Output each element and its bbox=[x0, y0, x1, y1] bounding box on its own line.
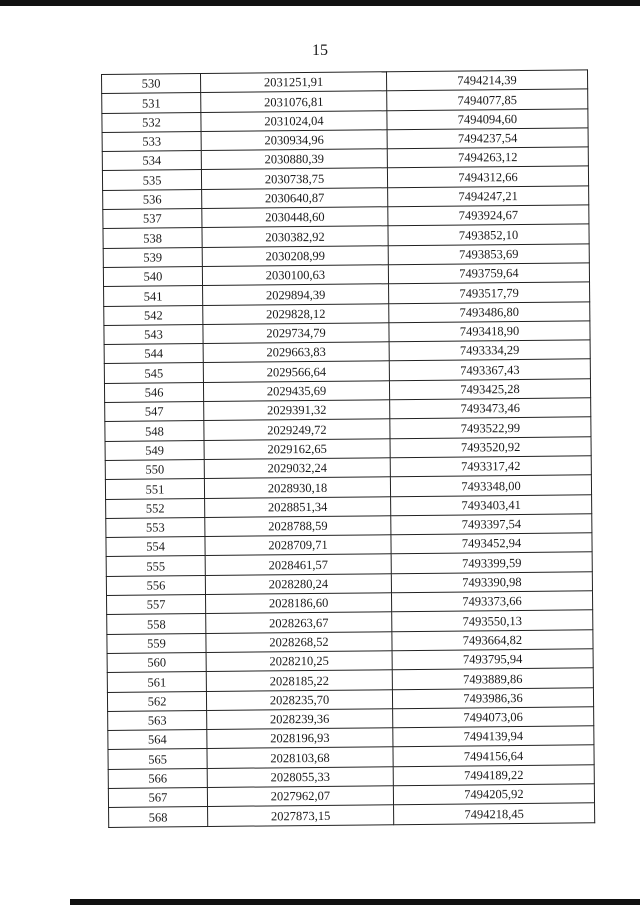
point-number-cell: 543 bbox=[104, 324, 203, 344]
x-coordinate-cell: 2029663,83 bbox=[203, 342, 389, 363]
point-number-cell: 561 bbox=[107, 672, 206, 692]
x-coordinate-cell: 2030640,87 bbox=[202, 188, 388, 209]
x-coordinate-cell: 2028930,18 bbox=[204, 477, 390, 498]
x-coordinate-cell: 2030382,92 bbox=[202, 226, 388, 247]
point-number-cell: 559 bbox=[107, 633, 206, 653]
point-number-cell: 538 bbox=[103, 228, 202, 248]
y-coordinate-cell: 7493852,10 bbox=[388, 224, 589, 245]
table-row bbox=[109, 803, 595, 827]
point-number-cell: 557 bbox=[107, 595, 206, 615]
point-number-cell: 549 bbox=[105, 440, 204, 460]
point-number-cell: 533 bbox=[102, 131, 201, 151]
scan-border-top bbox=[0, 0, 640, 6]
y-coordinate-cell: 7493550,13 bbox=[392, 610, 593, 631]
y-coordinate-cell: 7494237,54 bbox=[387, 128, 588, 149]
x-coordinate-cell: 2028196,93 bbox=[207, 728, 393, 749]
point-number-cell: 566 bbox=[108, 768, 207, 788]
x-coordinate-cell: 2028210,25 bbox=[206, 651, 392, 672]
y-coordinate-cell: 7493397,54 bbox=[391, 514, 592, 535]
x-coordinate-cell: 2029249,72 bbox=[204, 419, 390, 440]
x-coordinate-cell: 2030880,39 bbox=[201, 149, 387, 170]
point-number-cell: 558 bbox=[107, 614, 206, 634]
y-coordinate-cell: 7493486,80 bbox=[389, 301, 590, 322]
x-coordinate-cell: 2030934,96 bbox=[201, 130, 387, 151]
point-number-cell: 554 bbox=[106, 537, 205, 557]
y-coordinate-cell: 7493418,90 bbox=[389, 321, 590, 342]
x-coordinate-cell: 2028235,70 bbox=[206, 689, 392, 710]
point-number-cell: 546 bbox=[104, 382, 203, 402]
x-coordinate-cell: 2031024,04 bbox=[201, 110, 387, 131]
point-number-cell: 548 bbox=[105, 421, 204, 441]
point-number-cell: 556 bbox=[106, 575, 205, 595]
point-number-cell: 541 bbox=[104, 286, 203, 306]
y-coordinate-cell: 7494214,39 bbox=[386, 70, 587, 91]
point-number-cell: 563 bbox=[108, 710, 207, 730]
y-coordinate-cell: 7494218,45 bbox=[394, 803, 595, 824]
x-coordinate-cell: 2028461,57 bbox=[205, 554, 391, 575]
point-number-cell: 537 bbox=[103, 209, 202, 229]
y-coordinate-cell: 7493334,29 bbox=[389, 340, 590, 361]
y-coordinate-cell: 7493373,66 bbox=[391, 591, 592, 612]
y-coordinate-cell: 7493390,98 bbox=[391, 572, 592, 593]
y-coordinate-cell: 7493452,94 bbox=[391, 533, 592, 554]
point-number-cell: 552 bbox=[106, 498, 205, 518]
x-coordinate-cell: 2031251,91 bbox=[201, 72, 387, 93]
x-coordinate-cell: 2028709,71 bbox=[205, 535, 391, 556]
y-coordinate-cell: 7493853,69 bbox=[388, 243, 589, 264]
x-coordinate-cell: 2030448,60 bbox=[202, 207, 388, 228]
x-coordinate-cell: 2029435,69 bbox=[203, 380, 389, 401]
x-coordinate-cell: 2029894,39 bbox=[203, 284, 389, 305]
y-coordinate-cell: 7494312,66 bbox=[387, 166, 588, 187]
point-number-cell: 547 bbox=[105, 402, 204, 422]
y-coordinate-cell: 7494156,64 bbox=[393, 745, 594, 766]
page-number: 15 bbox=[312, 42, 328, 59]
x-coordinate-cell: 2027873,15 bbox=[208, 805, 394, 826]
point-number-cell: 562 bbox=[107, 691, 206, 711]
x-coordinate-cell: 2029391,32 bbox=[204, 400, 390, 421]
y-coordinate-cell: 7494094,60 bbox=[387, 108, 588, 129]
point-number-cell: 531 bbox=[102, 93, 201, 113]
y-coordinate-cell: 7493522,99 bbox=[390, 417, 591, 438]
x-coordinate-cell: 2029566,64 bbox=[203, 361, 389, 382]
y-coordinate-cell: 7493986,36 bbox=[392, 687, 593, 708]
y-coordinate-cell: 7493403,41 bbox=[391, 494, 592, 515]
y-coordinate-cell: 7493367,43 bbox=[389, 359, 590, 380]
x-coordinate-cell: 2029162,65 bbox=[204, 438, 390, 459]
x-coordinate-cell: 2028280,24 bbox=[205, 573, 391, 594]
y-coordinate-cell: 7494205,92 bbox=[393, 784, 594, 805]
coordinates-table-container bbox=[101, 69, 594, 827]
point-number-cell: 542 bbox=[104, 305, 203, 325]
point-number-cell: 535 bbox=[102, 170, 201, 190]
y-coordinate-cell: 7493473,46 bbox=[390, 398, 591, 419]
coordinates-table bbox=[101, 69, 595, 827]
point-number-cell: 545 bbox=[104, 363, 203, 383]
x-coordinate-cell: 2028263,67 bbox=[206, 612, 392, 633]
y-coordinate-cell: 7493517,79 bbox=[389, 282, 590, 303]
x-coordinate-cell: 2030100,63 bbox=[202, 265, 388, 286]
point-number-cell: 553 bbox=[106, 517, 205, 537]
y-coordinate-cell: 7493795,94 bbox=[392, 649, 593, 670]
x-coordinate-cell: 2030738,75 bbox=[201, 168, 387, 189]
x-coordinate-cell: 2028055,33 bbox=[207, 766, 393, 787]
coordinates-table-body bbox=[102, 70, 595, 827]
x-coordinate-cell: 2028788,59 bbox=[205, 516, 391, 537]
point-number-cell: 539 bbox=[103, 247, 202, 267]
point-number-cell: 560 bbox=[107, 652, 206, 672]
y-coordinate-cell: 7494263,12 bbox=[387, 147, 588, 168]
point-number-cell: 567 bbox=[108, 787, 207, 807]
y-coordinate-cell: 7493759,64 bbox=[388, 263, 589, 284]
y-coordinate-cell: 7494077,85 bbox=[387, 89, 588, 110]
y-coordinate-cell: 7494189,22 bbox=[393, 764, 594, 785]
y-coordinate-cell: 7493317,42 bbox=[390, 456, 591, 477]
y-coordinate-cell: 7494139,94 bbox=[393, 726, 594, 747]
y-coordinate-cell: 7493924,67 bbox=[388, 205, 589, 226]
point-number-cell: 544 bbox=[104, 344, 203, 364]
point-number-cell: 555 bbox=[106, 556, 205, 576]
x-coordinate-cell: 2028268,52 bbox=[206, 631, 392, 652]
x-coordinate-cell: 2030208,99 bbox=[202, 245, 388, 266]
y-coordinate-cell: 7494247,21 bbox=[388, 186, 589, 207]
x-coordinate-cell: 2028186,60 bbox=[206, 593, 392, 614]
point-number-cell: 540 bbox=[103, 267, 202, 287]
y-coordinate-cell: 7494073,06 bbox=[393, 707, 594, 728]
point-number-cell: 568 bbox=[109, 807, 208, 827]
y-coordinate-cell: 7493664,82 bbox=[392, 629, 593, 650]
point-number-cell: 551 bbox=[105, 479, 204, 499]
point-number-cell: 550 bbox=[105, 459, 204, 479]
point-number-cell: 532 bbox=[102, 112, 201, 132]
point-number-cell: 565 bbox=[108, 749, 207, 769]
x-coordinate-cell: 2028851,34 bbox=[205, 496, 391, 517]
x-coordinate-cell: 2028185,22 bbox=[206, 670, 392, 691]
scan-border-bottom bbox=[70, 899, 640, 905]
x-coordinate-cell: 2028103,68 bbox=[207, 747, 393, 768]
x-coordinate-cell: 2027962,07 bbox=[207, 786, 393, 807]
x-coordinate-cell: 2028239,36 bbox=[207, 709, 393, 730]
x-coordinate-cell: 2029734,79 bbox=[203, 323, 389, 344]
y-coordinate-cell: 7493889,86 bbox=[392, 668, 593, 689]
point-number-cell: 530 bbox=[102, 74, 201, 94]
point-number-cell: 536 bbox=[103, 189, 202, 209]
y-coordinate-cell: 7493399,59 bbox=[391, 552, 592, 573]
point-number-cell: 534 bbox=[102, 151, 201, 171]
point-number-cell: 564 bbox=[108, 730, 207, 750]
x-coordinate-cell: 2031076,81 bbox=[201, 91, 387, 112]
x-coordinate-cell: 2029828,12 bbox=[203, 303, 389, 324]
y-coordinate-cell: 7493425,28 bbox=[389, 379, 590, 400]
y-coordinate-cell: 7493520,92 bbox=[390, 436, 591, 457]
y-coordinate-cell: 7493348,00 bbox=[390, 475, 591, 496]
x-coordinate-cell: 2029032,24 bbox=[204, 458, 390, 479]
